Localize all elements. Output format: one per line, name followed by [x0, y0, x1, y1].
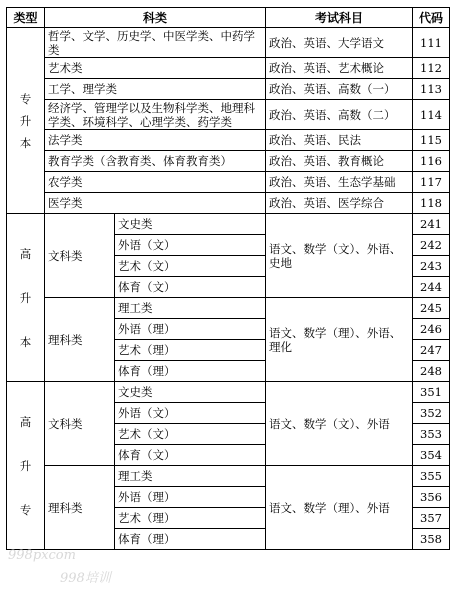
exam-cell: 政治、英语、高数（二） — [266, 100, 413, 130]
watermark-line-1: 998pxcom — [8, 548, 76, 563]
sub-major-cell: 外语（文） — [115, 403, 266, 424]
code-cell: 243 — [413, 256, 450, 277]
table-row — [7, 28, 450, 58]
table-row — [7, 172, 450, 193]
header-type: 类型 — [7, 8, 45, 28]
code-cell: 115 — [413, 130, 450, 151]
exam-cell: 语文、数学（理）、外语 — [266, 466, 413, 550]
header-code: 代码 — [413, 8, 450, 28]
exam-cell: 语文、数学（理）、外语、理化 — [266, 298, 413, 382]
code-cell: 112 — [413, 58, 450, 79]
code-cell: 118 — [413, 193, 450, 214]
major-cell: 经济学、管理学以及生物科学类、地理科学类、环境科学、心理学类、药学类 — [45, 100, 266, 130]
sub-major-cell: 体育（文） — [115, 445, 266, 466]
header-exam: 考试科目 — [266, 8, 413, 28]
sub-major-cell: 体育（理） — [115, 361, 266, 382]
category-gqb: 高 升 本 — [7, 214, 45, 382]
sub-major-cell: 艺术（理） — [115, 340, 266, 361]
code-cell: 241 — [413, 214, 450, 235]
sub-major-cell: 体育（理） — [115, 529, 266, 550]
code-cell: 351 — [413, 382, 450, 403]
table-row — [7, 193, 450, 214]
category-gqz: 高 升 专 — [7, 382, 45, 550]
code-cell: 113 — [413, 79, 450, 100]
major-cell: 艺术类 — [45, 58, 266, 79]
table-row — [7, 58, 450, 79]
exam-cell: 语文、数学（文）、外语、史地 — [266, 214, 413, 298]
code-cell: 353 — [413, 424, 450, 445]
code-cell: 356 — [413, 487, 450, 508]
code-cell: 248 — [413, 361, 450, 382]
exam-cell: 政治、英语、民法 — [266, 130, 413, 151]
major-cell: 教育学类（含教育类、体育教育类） — [45, 151, 266, 172]
major-cell: 法学类 — [45, 130, 266, 151]
table-row — [7, 130, 450, 151]
category-zsb: 专 升 本 — [7, 28, 45, 214]
code-cell: 357 — [413, 508, 450, 529]
header-major: 科类 — [45, 8, 266, 28]
code-cell: 242 — [413, 235, 450, 256]
code-cell: 245 — [413, 298, 450, 319]
sub-major-cell: 理工类 — [115, 466, 266, 487]
watermark-line-2: 998培训 — [60, 571, 111, 586]
code-cell: 352 — [413, 403, 450, 424]
group-name: 理科类 — [45, 466, 115, 550]
sub-major-cell: 艺术（理） — [115, 508, 266, 529]
header-row — [7, 8, 450, 28]
sub-major-cell: 文史类 — [115, 382, 266, 403]
major-cell: 哲学、文学、历史学、中医学类、中药学类 — [45, 28, 266, 58]
code-cell: 358 — [413, 529, 450, 550]
table-row — [7, 214, 450, 235]
sub-major-cell: 艺术（文） — [115, 424, 266, 445]
table-row — [7, 151, 450, 172]
exam-cell: 政治、英语、生态学基础 — [266, 172, 413, 193]
table-row — [7, 298, 450, 319]
exam-subjects-table — [6, 7, 450, 550]
major-cell: 农学类 — [45, 172, 266, 193]
code-cell: 244 — [413, 277, 450, 298]
exam-cell: 政治、英语、高数（一） — [266, 79, 413, 100]
code-cell: 246 — [413, 319, 450, 340]
exam-cell: 政治、英语、艺术概论 — [266, 58, 413, 79]
table-row — [7, 79, 450, 100]
group-name: 理科类 — [45, 298, 115, 382]
table-row — [7, 466, 450, 487]
sub-major-cell: 艺术（文） — [115, 256, 266, 277]
exam-cell: 政治、英语、大学语文 — [266, 28, 413, 58]
table-row — [7, 382, 450, 403]
code-cell: 114 — [413, 100, 450, 130]
code-cell: 111 — [413, 28, 450, 58]
sub-major-cell: 理工类 — [115, 298, 266, 319]
table-row — [7, 100, 450, 130]
group-name: 文科类 — [45, 214, 115, 298]
exam-cell: 政治、英语、医学综合 — [266, 193, 413, 214]
code-cell: 354 — [413, 445, 450, 466]
exam-cell: 政治、英语、教育概论 — [266, 151, 413, 172]
code-cell: 247 — [413, 340, 450, 361]
group-name: 文科类 — [45, 382, 115, 466]
exam-cell: 语文、数学（文）、外语 — [266, 382, 413, 466]
sub-major-cell: 外语（文） — [115, 235, 266, 256]
sub-major-cell: 体育（文） — [115, 277, 266, 298]
sub-major-cell: 文史类 — [115, 214, 266, 235]
code-cell: 116 — [413, 151, 450, 172]
sub-major-cell: 外语（理） — [115, 487, 266, 508]
sub-major-cell: 外语（理） — [115, 319, 266, 340]
major-cell: 工学、理学类 — [45, 79, 266, 100]
code-cell: 355 — [413, 466, 450, 487]
major-cell: 医学类 — [45, 193, 266, 214]
code-cell: 117 — [413, 172, 450, 193]
